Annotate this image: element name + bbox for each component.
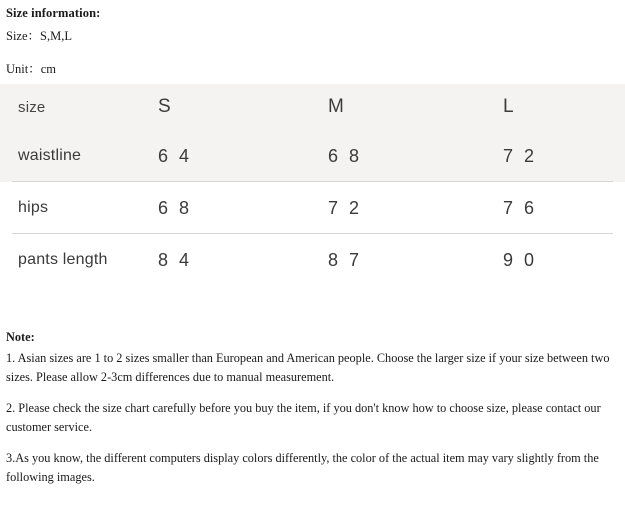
row-label-hips: hips [18, 199, 49, 216]
column-header-s: S [158, 96, 171, 117]
row-label-pants-length: pants length [18, 251, 108, 268]
column-header-l: L [503, 96, 514, 117]
table-header-row [0, 84, 625, 130]
cell-pants-length-m: 8 7 [328, 249, 363, 270]
column-header-m: M [328, 96, 344, 117]
table-row [0, 234, 625, 286]
notes-section [6, 328, 618, 487]
cell-waistline-s: 6 4 [158, 145, 193, 166]
cell-waistline-m: 6 8 [328, 145, 363, 166]
row-label-waistline: waistline [18, 147, 82, 164]
cell-pants-length-s: 8 4 [158, 249, 193, 270]
note-paragraph-1: 1. Asian sizes are 1 to 2 sizes smaller than European and American people. Choose the larger size if your size between two sizes. Please allow 2-3cm differences due to manual measurement. [6, 351, 610, 385]
note-paragraph-3: 3.As you know, the different computers display colors differently, the color of the actual item may vary slightly from the following images. [6, 451, 599, 485]
page-title: Size information: [6, 6, 101, 20]
cell-waistline-l: 7 2 [503, 145, 538, 166]
cell-pants-length-l: 9 0 [503, 249, 538, 270]
size-options-line: Size：S,M,L [6, 29, 72, 43]
cell-hips-l: 7 6 [503, 197, 538, 218]
note-paragraph-2: 2. Please check the size chart carefully before you buy the item, if you don't know how to choose size, please contact our customer service. [6, 401, 601, 435]
table-row [0, 130, 625, 182]
notes-title: Note: [6, 330, 35, 344]
cell-hips-s: 6 8 [158, 197, 193, 218]
table-row [0, 182, 625, 234]
size-chart-table [0, 84, 625, 282]
column-header-size: size [18, 98, 46, 116]
unit-line: Unit：cm [6, 62, 56, 76]
cell-hips-m: 7 2 [328, 197, 363, 218]
